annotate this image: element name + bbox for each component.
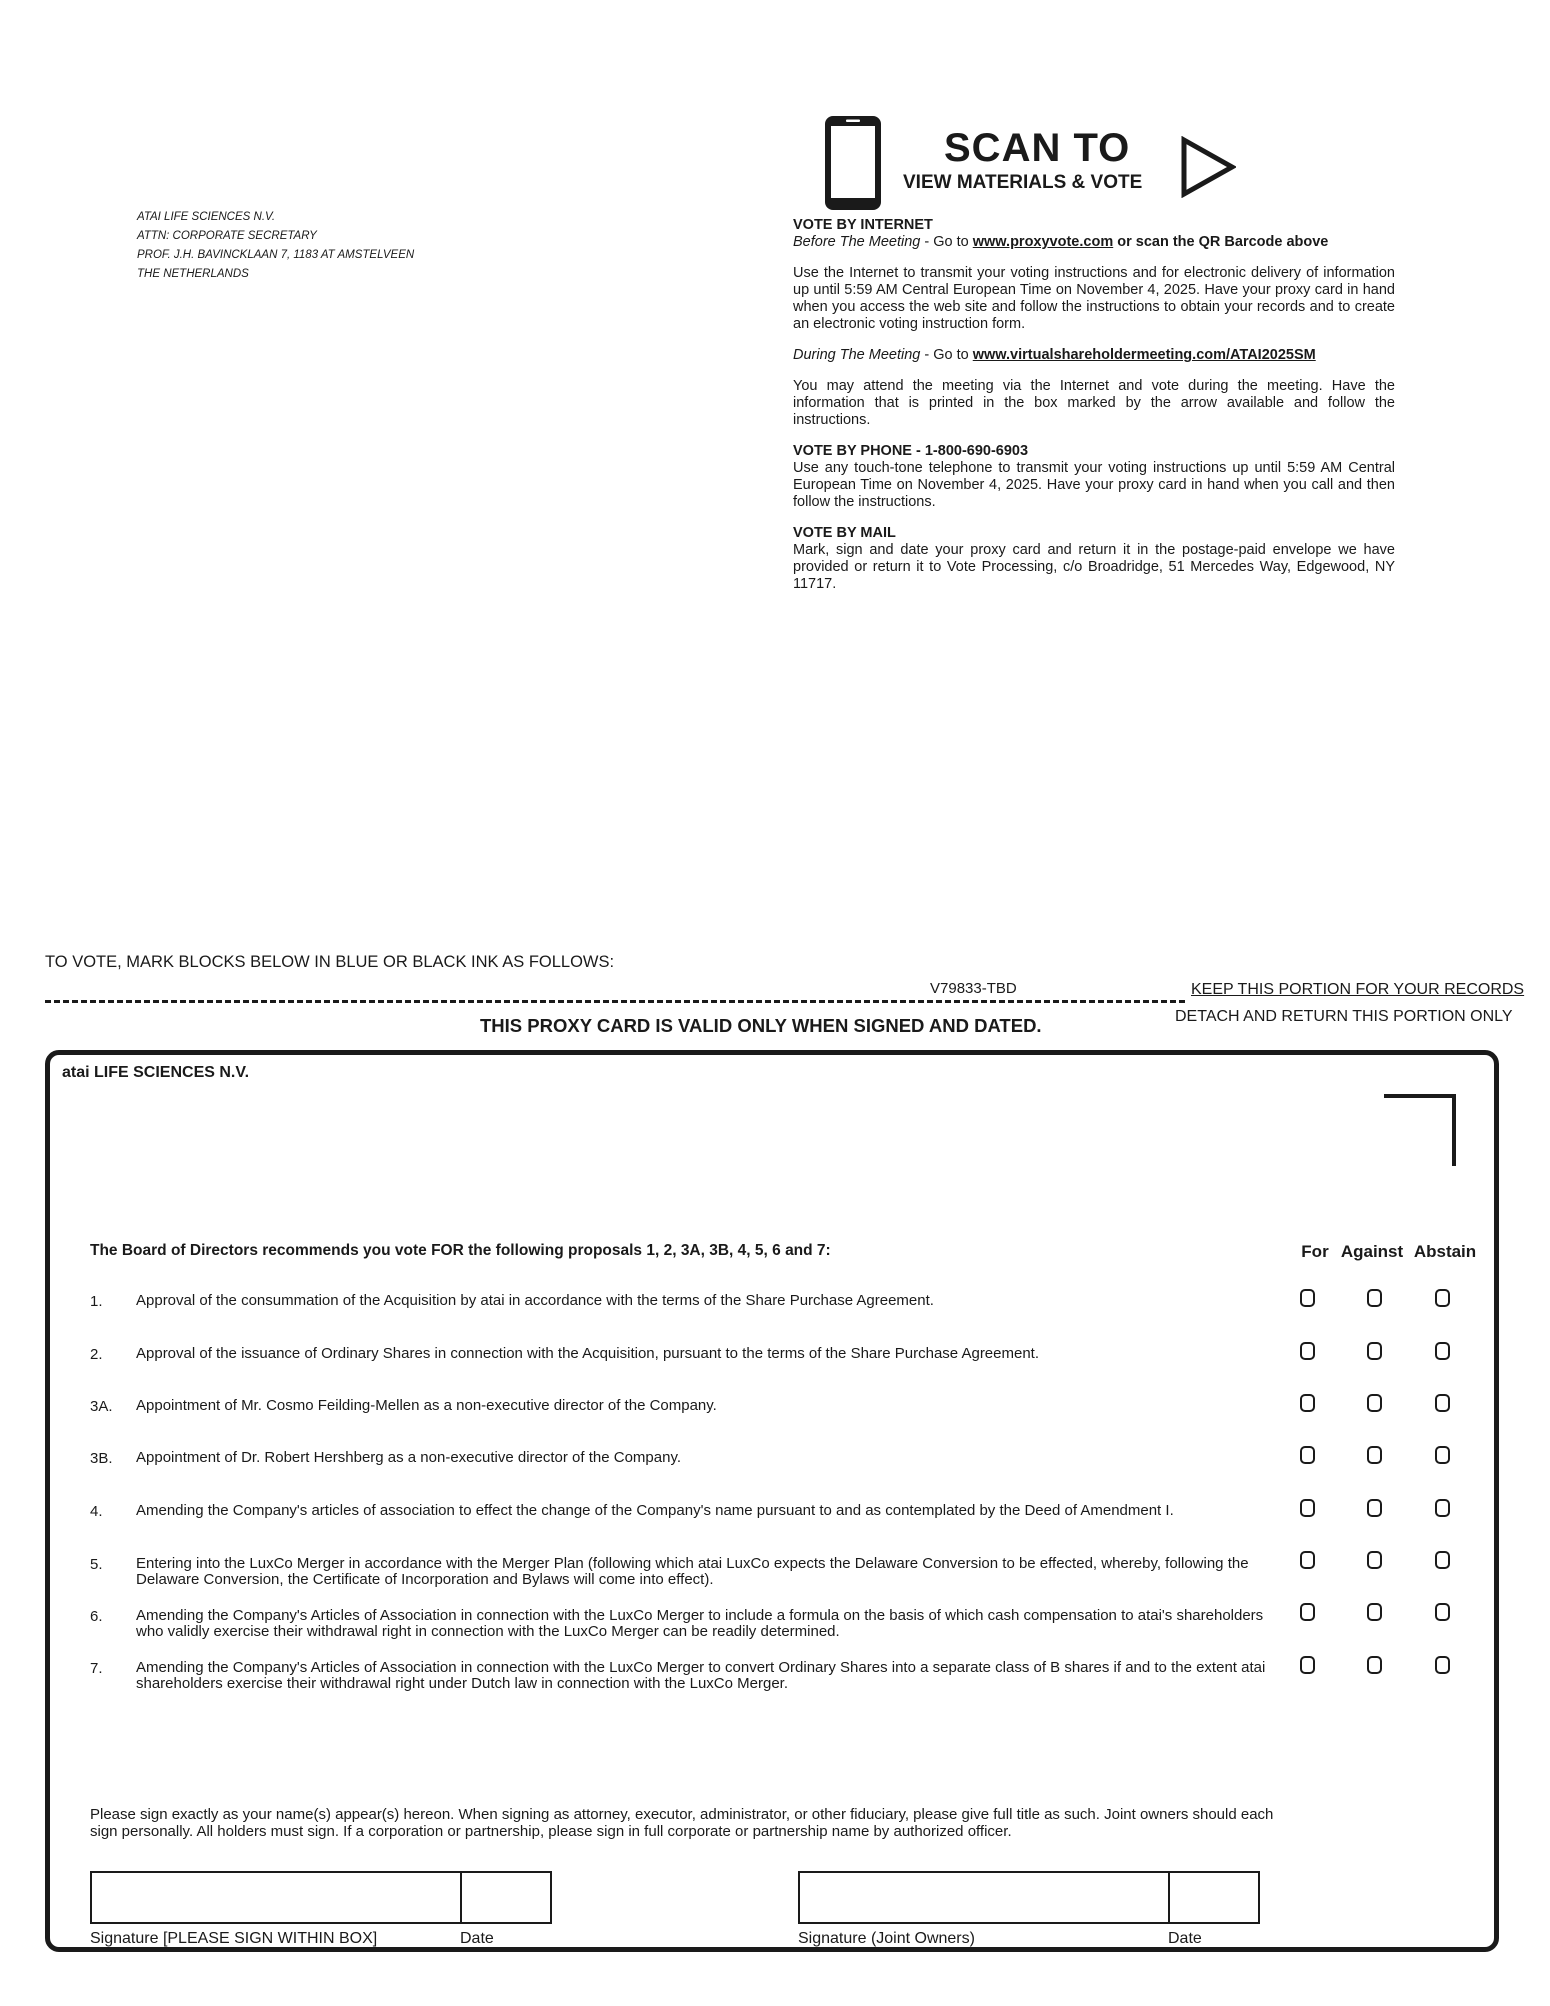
vote-against-checkbox[interactable] xyxy=(1367,1656,1382,1674)
column-against: Against xyxy=(1340,1242,1404,1261)
vote-abstain-checkbox[interactable] xyxy=(1435,1603,1450,1621)
phone-heading: VOTE BY PHONE - 1-800-690-6903 xyxy=(793,443,1029,459)
vote-for-checkbox[interactable] xyxy=(1300,1342,1315,1360)
proposal-text: Entering into the LuxCo Merger in accordance with the Merger Plan (following which atai LuxCo expects the Delaware Conversion to be effected, whereby, following the Delaware Conversion, the Certificate of Incorporation and Bylaws will come into effect). xyxy=(136,1555,1249,1588)
board-recommendation: The Board of Directors recommends you vote FOR the following proposals 1, 2, 3A, 3B, 4, 5, 6 and 7: xyxy=(90,1242,831,1259)
scan-title: SCAN TO xyxy=(944,126,1131,170)
joint-signature-box[interactable] xyxy=(798,1871,1170,1924)
before-goto-text: - Go to xyxy=(920,234,973,250)
proposal-text: Approval of the consummation of the Acquisition by atai in accordance with the terms of the Share Purchase Agreement. xyxy=(136,1292,934,1309)
vote-for-checkbox[interactable] xyxy=(1300,1603,1315,1621)
corner-mark xyxy=(1384,1094,1456,1166)
arrow-icon xyxy=(1180,136,1236,198)
virtual-meeting-link[interactable]: www.virtualshareholdermeeting.com/ATAI2025SM xyxy=(972,347,1316,363)
vote-for-checkbox[interactable] xyxy=(1300,1446,1315,1464)
vote-against-checkbox[interactable] xyxy=(1367,1551,1382,1569)
before-tail-text: or scan the QR Barcode above xyxy=(1113,234,1329,250)
date-label: Date xyxy=(460,1930,494,1947)
proposal-text: Amending the Company's Articles of Association in connection with the LuxCo Merger to convert Ordinary Shares into a separate class of B shares if and to the extent atai shareholders exercise their withdrawal right under Dutch law in connection with the LuxCo Merger. xyxy=(136,1659,1266,1692)
proposal-text: Amending the Company's Articles of Association in connection with the LuxCo Merger to include a formula on the basis of which cash compensation to atai's shareholders who validly exercise their withdrawal right in connection with the LuxCo Merger can be readily determined. xyxy=(136,1607,1264,1640)
internet-before-line xyxy=(793,234,1395,251)
vote-abstain-checkbox[interactable] xyxy=(1435,1499,1450,1517)
before-meeting-label: Before The Meeting xyxy=(793,234,921,250)
proxyvote-link[interactable]: www.proxyvote.com xyxy=(972,234,1114,250)
vote-abstain-checkbox[interactable] xyxy=(1435,1289,1450,1307)
vote-for-checkbox[interactable] xyxy=(1300,1394,1315,1412)
vote-abstain-checkbox[interactable] xyxy=(1435,1551,1450,1569)
mark-instructions: TO VOTE, MARK BLOCKS BELOW IN BLUE OR BLACK INK AS FOLLOWS: xyxy=(45,953,615,971)
proposal-number: 5. xyxy=(90,1556,103,1573)
proposal-number: 3A. xyxy=(90,1398,113,1415)
joint-date-label: Date xyxy=(1168,1930,1202,1947)
proposal-text: Appointment of Dr. Robert Hershberg as a non-executive director of the Company. xyxy=(136,1449,682,1466)
proposal-text: Appointment of Mr. Cosmo Feilding-Mellen as a non-executive director of the Company. xyxy=(136,1397,717,1414)
joint-signature-label: Signature (Joint Owners) xyxy=(798,1930,975,1947)
internet-before-body: Use the Internet to transmit your voting instructions and for electronic delivery of information up until 5:59 AM Central European Time on November 4, 2025. Have your proxy card in hand when you access the web site and follow the instructions to obtain your records and to create an electronic voting instruction form. xyxy=(793,265,1395,332)
proposal-number: 2. xyxy=(90,1346,103,1363)
proposal-text: Approval of the issuance of Ordinary Shares in connection with the Acquisition, pursuant to the terms of the Share Purchase Agreement. xyxy=(136,1345,1040,1362)
proposal-number: 6. xyxy=(90,1608,103,1625)
vote-for-checkbox[interactable] xyxy=(1300,1656,1315,1674)
during-goto-text: - Go to xyxy=(920,347,973,363)
vote-against-checkbox[interactable] xyxy=(1367,1446,1382,1464)
scan-subtitle: VIEW MATERIALS & VOTE xyxy=(903,172,1143,193)
date-box[interactable] xyxy=(460,1871,552,1924)
mail-heading: VOTE BY MAIL xyxy=(793,525,896,541)
detach-dashed-line xyxy=(45,1000,1185,1003)
vote-for-checkbox[interactable] xyxy=(1300,1289,1315,1307)
proposal-text: Amending the Company's articles of association to effect the change of the Company's name pursuant to and as contemplated by the Deed of Amendment I. xyxy=(136,1502,1174,1519)
vote-against-checkbox[interactable] xyxy=(1367,1603,1382,1621)
control-number: V79833-TBD xyxy=(930,980,1017,997)
valid-note: THIS PROXY CARD IS VALID ONLY WHEN SIGNED AND DATED. xyxy=(480,1015,1042,1036)
vote-abstain-checkbox[interactable] xyxy=(1435,1446,1450,1464)
address-line: ATTN: CORPORATE SECRETARY xyxy=(137,230,317,242)
joint-date-box[interactable] xyxy=(1168,1871,1260,1924)
during-meeting-label: During The Meeting xyxy=(793,347,921,363)
column-abstain: Abstain xyxy=(1413,1242,1477,1261)
internet-during-body: You may attend the meeting via the Internet and vote during the meeting. Have the information that is printed in the box marked by the arrow available and follow the instructions. xyxy=(793,378,1395,428)
company-name: atai LIFE SCIENCES N.V. xyxy=(62,1064,250,1081)
signature-box[interactable] xyxy=(90,1871,462,1924)
mail-body: Mark, sign and date your proxy card and return it in the postage-paid envelope we have provided or return it to Vote Processing, c/o Broadridge, 51 Mercedes Way, Edgewood, NY 11717. xyxy=(793,542,1395,592)
proposal-number: 4. xyxy=(90,1503,103,1520)
vote-against-checkbox[interactable] xyxy=(1367,1342,1382,1360)
vote-against-checkbox[interactable] xyxy=(1367,1499,1382,1517)
address-line: THE NETHERLANDS xyxy=(137,268,249,280)
internet-heading: VOTE BY INTERNET xyxy=(793,217,933,233)
vote-abstain-checkbox[interactable] xyxy=(1435,1394,1450,1412)
detach-portion-label: DETACH AND RETURN THIS PORTION ONLY xyxy=(1175,1008,1513,1025)
return-address xyxy=(137,208,414,284)
address-line: PROF. J.H. BAVINCKLAAN 7, 1183 AT AMSTELVEEN xyxy=(137,249,415,261)
vote-against-checkbox[interactable] xyxy=(1367,1289,1382,1307)
vote-abstain-checkbox[interactable] xyxy=(1435,1656,1450,1674)
smartphone-icon xyxy=(822,113,884,213)
signing-instructions: Please sign exactly as your name(s) appear(s) hereon. When signing as attorney, executor, administrator, or other fiduciary, please give full title as such. Joint owners should each sign personally. All holders must sign. If a corporation or partnership, please sign in full corporate or partnership name by authorized officer. xyxy=(90,1806,1274,1840)
column-for: For xyxy=(1301,1242,1329,1261)
proposal-number: 3B. xyxy=(90,1450,113,1467)
signature-label: Signature [PLEASE SIGN WITHIN BOX] xyxy=(90,1930,378,1947)
vote-for-checkbox[interactable] xyxy=(1300,1551,1315,1569)
address-line: ATAI LIFE SCIENCES N.V. xyxy=(137,211,276,223)
vote-for-checkbox[interactable] xyxy=(1300,1499,1315,1517)
phone-body: Use any touch-tone telephone to transmit your voting instructions up until 5:59 AM Central European Time on November 4, 2025. Have your proxy card in hand when you call and then follow the instructions. xyxy=(793,460,1395,510)
vote-abstain-checkbox[interactable] xyxy=(1435,1342,1450,1360)
proposal-number: 7. xyxy=(90,1660,103,1677)
voting-instructions xyxy=(793,217,1395,593)
keep-portion-label: KEEP THIS PORTION FOR YOUR RECORDS xyxy=(1191,981,1525,998)
internet-during-line xyxy=(793,347,1395,364)
vote-against-checkbox[interactable] xyxy=(1367,1394,1382,1412)
proposal-number: 1. xyxy=(90,1293,103,1310)
